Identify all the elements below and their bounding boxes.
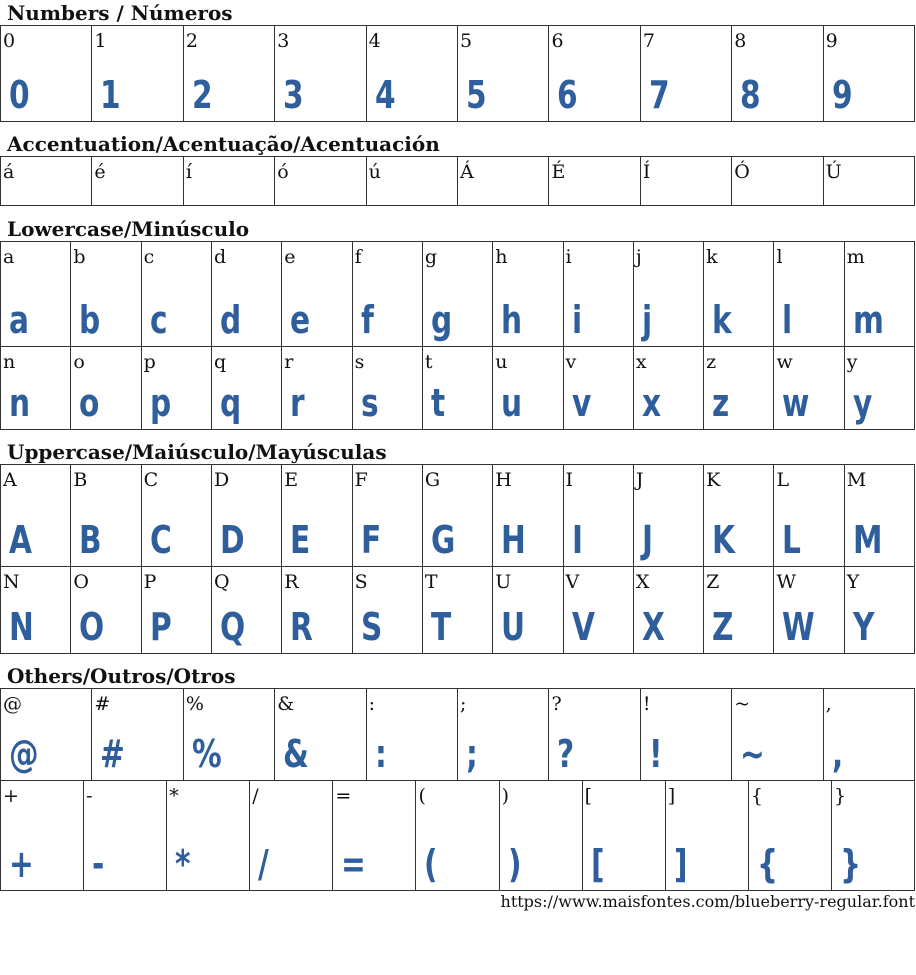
lowercase-grid-row-2 (0, 347, 915, 431)
glyph-label: , (825, 693, 832, 715)
glyph-sample: x (641, 381, 661, 425)
glyph-cell (582, 780, 666, 891)
glyph-sample: h (501, 298, 523, 342)
glyph-label: = (335, 785, 352, 807)
glyph-label: l (776, 246, 783, 268)
glyph-sample: E (290, 518, 311, 562)
glyph-cell (70, 566, 141, 654)
glyph-label: f (354, 246, 362, 268)
glyph-label: j (635, 246, 642, 268)
glyph-cell (211, 241, 282, 347)
glyph-cell (91, 25, 183, 122)
glyph-label: 4 (368, 30, 381, 52)
glyph-cell (823, 688, 915, 781)
glyph-sample: r (290, 381, 305, 425)
glyph-sample: T (430, 605, 452, 649)
glyph-label: L (776, 469, 790, 491)
glyph-cell (640, 25, 732, 122)
glyph-label: ú (368, 161, 381, 183)
glyph-label: 3 (277, 30, 290, 52)
glyph-sample: B (79, 518, 102, 562)
glyph-cell (773, 346, 844, 430)
glyph-cell (70, 241, 141, 347)
glyph-cell (422, 241, 493, 347)
glyph-label: a (3, 246, 15, 268)
glyph-label: b (73, 246, 86, 268)
glyph-sample: l (782, 298, 793, 342)
glyph-sample: R (290, 605, 314, 649)
glyph-sample: k (712, 298, 732, 342)
glyph-cell (492, 241, 563, 347)
glyph-label: t (424, 351, 433, 373)
glyph-label: A (3, 469, 17, 491)
glyph-cell (0, 241, 71, 347)
glyph-sample: w (782, 381, 810, 425)
glyph-sample: W (782, 605, 816, 649)
section-title-accents: Accentuation/Acentuação/Acentuación (7, 132, 440, 156)
glyph-sample: b (79, 298, 101, 342)
glyph-sample: 5 (466, 73, 487, 117)
glyph-label: y (846, 351, 858, 373)
glyph-label: W (776, 571, 796, 593)
glyph-label: Á (460, 161, 474, 183)
glyph-cell (640, 688, 732, 781)
glyph-sample: e (290, 298, 311, 342)
glyph-sample: c (149, 298, 168, 342)
glyph-cell (703, 464, 774, 567)
glyph-cell (366, 688, 458, 781)
glyph-label: F (354, 469, 368, 491)
glyph-cell (548, 156, 640, 206)
glyph-label: M (846, 469, 867, 491)
glyph-cell (548, 688, 640, 781)
glyph-cell (703, 346, 774, 430)
glyph-sample: [ (590, 842, 605, 886)
glyph-label: U (495, 571, 512, 593)
glyph-cell (211, 346, 282, 430)
glyph-cell (563, 464, 634, 567)
glyph-sample: @ (9, 732, 39, 776)
section-title-lowercase: Lowercase/Minúsculo (7, 217, 250, 241)
glyph-sample: 3 (283, 73, 304, 117)
glyph-sample: Z (712, 605, 734, 649)
glyph-cell (0, 688, 92, 781)
glyph-sample: L (782, 518, 802, 562)
glyph-cell (823, 156, 915, 206)
glyph-label: S (354, 571, 368, 593)
glyph-sample: a (9, 298, 30, 342)
glyph-sample: F (360, 518, 381, 562)
glyph-cell (773, 241, 844, 347)
glyph-sample: K (712, 518, 736, 562)
glyph-cell (492, 566, 563, 654)
glyph-cell (703, 566, 774, 654)
uppercase-grid-row-2 (0, 567, 915, 655)
glyph-label: B (73, 469, 88, 491)
glyph-sample: 0 (9, 73, 30, 117)
glyph-sample: * (175, 842, 191, 886)
glyph-label: G (424, 469, 441, 491)
glyph-sample: f (360, 298, 374, 342)
glyph-sample: 7 (648, 73, 670, 117)
glyph-cell (274, 156, 366, 206)
glyph-label: % (185, 693, 204, 715)
glyph-cell (548, 25, 640, 122)
glyph-label: E (284, 469, 299, 491)
glyph-cell (91, 156, 183, 206)
glyph-label: 5 (460, 30, 473, 52)
glyph-cell (141, 346, 212, 430)
glyph-label: e (284, 246, 296, 268)
glyph-cell (844, 566, 915, 654)
glyph-sample: p (149, 381, 171, 425)
glyph-label: R (284, 571, 299, 593)
glyph-label: Ó (734, 161, 750, 183)
glyph-sample: g (430, 298, 453, 342)
glyph-sample: { (756, 842, 778, 886)
glyph-sample: 6 (557, 73, 579, 117)
glyph-cell (563, 241, 634, 347)
glyph-cell (844, 241, 915, 347)
glyph-sample: ! (648, 732, 663, 776)
glyph-sample: % (191, 732, 222, 776)
glyph-label: É (551, 161, 566, 183)
glyph-label: * (169, 785, 179, 807)
glyph-sample: P (149, 605, 172, 649)
glyph-label: u (495, 351, 508, 373)
glyph-cell (249, 780, 333, 891)
glyph-cell (422, 566, 493, 654)
glyph-cell (141, 464, 212, 567)
glyph-label: ? (551, 693, 562, 715)
glyph-sample: u (501, 381, 523, 425)
glyph-label: + (3, 785, 19, 807)
glyph-label: ] (667, 785, 676, 807)
glyph-label: r (284, 351, 294, 373)
glyph-sample: + (9, 842, 34, 886)
glyph-cell (352, 346, 423, 430)
glyph-label: é (94, 161, 106, 183)
glyph-sample: z (712, 381, 730, 425)
glyph-sample: 2 (191, 73, 213, 117)
glyph-label: Í (642, 161, 651, 183)
glyph-label: Z (706, 571, 720, 593)
glyph-cell (748, 780, 832, 891)
glyph-cell (281, 566, 352, 654)
glyph-cell (0, 566, 71, 654)
glyph-cell (0, 464, 71, 567)
glyph-label: ( (418, 785, 426, 807)
glyph-sample: G (430, 518, 456, 562)
glyph-sample: 4 (374, 73, 396, 117)
glyph-label: N (3, 571, 20, 593)
glyph-label: : (368, 693, 376, 715)
glyph-sample: - (92, 842, 105, 886)
glyph-label: h (495, 246, 508, 268)
others-grid-row-2 (0, 781, 915, 892)
glyph-label: C (143, 469, 159, 491)
glyph-label: z (706, 351, 717, 373)
glyph-label: Y (846, 571, 860, 593)
glyph-sample: H (501, 518, 527, 562)
glyph-sample: 8 (740, 73, 761, 117)
glyph-sample: / (258, 842, 270, 886)
glyph-label: m (846, 246, 865, 268)
glyph-sample: y (852, 381, 873, 425)
glyph-label: i (565, 246, 572, 268)
glyph-cell (731, 156, 823, 206)
glyph-sample: : (374, 732, 387, 776)
glyph-label: Ú (825, 161, 842, 183)
glyph-cell (211, 464, 282, 567)
glyph-cell (499, 780, 583, 891)
glyph-cell (0, 346, 71, 430)
glyph-label: } (833, 785, 847, 807)
glyph-sample: N (9, 605, 34, 649)
glyph-cell (91, 688, 183, 781)
glyph-sample: J (641, 518, 653, 562)
glyph-label: V (565, 571, 580, 593)
glyph-label: # (94, 693, 111, 715)
glyph-cell (352, 241, 423, 347)
glyph-cell (141, 566, 212, 654)
glyph-cell (141, 241, 212, 347)
glyph-label: k (706, 246, 718, 268)
glyph-sample: 9 (831, 73, 853, 117)
glyph-cell (633, 464, 704, 567)
glyph-cell (70, 464, 141, 567)
glyph-cell (831, 780, 915, 891)
glyph-cell (274, 25, 366, 122)
glyph-cell (844, 464, 915, 567)
glyph-cell (352, 566, 423, 654)
glyph-label: H (495, 469, 512, 491)
glyph-sample: v (571, 381, 591, 425)
lowercase-grid-row-1 (0, 242, 915, 348)
glyph-sample: ) (507, 842, 522, 886)
numbers-grid (0, 26, 915, 123)
glyph-label: ; (460, 693, 467, 715)
glyph-label: d (213, 246, 227, 268)
glyph-label: q (213, 351, 227, 373)
glyph-sample: j (641, 298, 652, 342)
glyph-cell (0, 156, 92, 206)
glyph-label: & (277, 693, 295, 715)
glyph-label: v (565, 351, 577, 373)
glyph-label: ! (642, 693, 651, 715)
glyph-sample: ( (424, 842, 439, 886)
glyph-cell (703, 241, 774, 347)
glyph-cell (166, 780, 250, 891)
glyph-label: 2 (185, 30, 198, 52)
glyph-label: g (424, 246, 438, 268)
glyph-sample: # (100, 732, 126, 776)
uppercase-grid-row-1 (0, 465, 915, 568)
glyph-label: 8 (734, 30, 747, 52)
glyph-label: p (143, 351, 156, 373)
glyph-cell (281, 464, 352, 567)
glyph-label: c (143, 246, 155, 268)
glyph-sample: & (283, 732, 310, 776)
glyph-cell (281, 241, 352, 347)
glyph-cell (0, 780, 84, 891)
glyph-sample: i (571, 298, 582, 342)
glyph-sample: O (79, 605, 105, 649)
glyph-sample: D (219, 518, 245, 562)
glyph-sample: X (641, 605, 665, 649)
glyph-cell (640, 156, 732, 206)
glyph-cell (211, 566, 282, 654)
glyph-cell (633, 346, 704, 430)
glyph-sample: M (852, 518, 883, 562)
glyph-label: ó (277, 161, 289, 183)
glyph-cell (366, 156, 458, 206)
glyph-cell (563, 566, 634, 654)
glyph-sample: = (341, 842, 367, 886)
glyph-cell (773, 464, 844, 567)
glyph-cell (274, 688, 366, 781)
others-grid-row-1 (0, 689, 915, 782)
glyph-cell (492, 346, 563, 430)
glyph-sample: A (9, 518, 32, 562)
glyph-sample: U (501, 605, 526, 649)
glyph-sample: ; (466, 732, 478, 776)
glyph-label: ) (501, 785, 509, 807)
glyph-sample: V (571, 605, 595, 649)
glyph-sample: n (9, 381, 31, 425)
glyph-label: 6 (551, 30, 564, 52)
glyph-cell (366, 25, 458, 122)
glyph-sample: o (79, 381, 100, 425)
glyph-label: - (86, 785, 93, 807)
glyph-label: x (635, 351, 647, 373)
glyph-label: w (776, 351, 793, 373)
glyph-label: J (635, 469, 644, 491)
glyph-sample: C (149, 518, 172, 562)
section-title-uppercase: Uppercase/Maiúsculo/Mayúsculas (7, 440, 387, 464)
glyph-sample: ? (557, 732, 575, 776)
glyph-label: K (706, 469, 721, 491)
glyph-sample: q (219, 381, 242, 425)
glyph-cell (281, 346, 352, 430)
glyph-cell (415, 780, 499, 891)
glyph-sample: ] (673, 842, 688, 886)
glyph-sample: s (360, 381, 379, 425)
glyph-label: 0 (3, 30, 16, 52)
glyph-label: Q (213, 571, 230, 593)
glyph-cell (731, 688, 823, 781)
glyph-label: I (565, 469, 574, 491)
glyph-label: ~ (734, 693, 751, 715)
glyph-sample: Y (852, 605, 875, 649)
glyph-cell (633, 566, 704, 654)
glyph-cell (457, 25, 549, 122)
glyph-sample: S (360, 605, 382, 649)
accents-grid (0, 157, 915, 207)
glyph-cell (844, 346, 915, 430)
glyph-cell (457, 688, 549, 781)
glyph-cell (183, 156, 275, 206)
glyph-label: n (3, 351, 16, 373)
glyph-label: X (635, 571, 650, 593)
glyph-label: [ (584, 785, 593, 807)
glyph-label: á (3, 161, 15, 183)
glyph-cell (352, 464, 423, 567)
glyph-cell (665, 780, 749, 891)
glyph-label: s (354, 351, 365, 373)
glyph-sample: , (831, 732, 843, 776)
glyph-label: O (73, 571, 89, 593)
glyph-sample: Q (219, 605, 246, 649)
glyph-cell (0, 25, 92, 122)
source-url: https://www.maisfontes.com/blueberry-regular.font (500, 892, 915, 911)
glyph-sample: 1 (100, 73, 122, 117)
glyph-cell (457, 156, 549, 206)
glyph-label: o (73, 351, 85, 373)
glyph-cell (332, 780, 416, 891)
glyph-label: 1 (94, 30, 107, 52)
glyph-sample: m (852, 298, 884, 342)
glyph-label: / (252, 785, 259, 807)
glyph-sample: d (219, 298, 242, 342)
glyph-sample: I (571, 518, 583, 562)
glyph-label: @ (3, 693, 22, 715)
glyph-label: 7 (642, 30, 655, 52)
glyph-cell (183, 688, 275, 781)
glyph-label: T (424, 571, 438, 593)
glyph-cell (70, 346, 141, 430)
glyph-cell (422, 346, 493, 430)
glyph-cell (422, 464, 493, 567)
glyph-label: { (750, 785, 763, 807)
glyph-cell (823, 25, 915, 122)
glyph-cell (563, 346, 634, 430)
glyph-label: í (185, 161, 192, 183)
glyph-cell (183, 25, 275, 122)
glyph-cell (731, 25, 823, 122)
glyph-cell (773, 566, 844, 654)
section-title-numbers: Numbers / Números (7, 1, 233, 25)
section-title-others: Others/Outros/Otros (7, 664, 236, 688)
glyph-label: 9 (825, 30, 838, 52)
glyph-cell (83, 780, 167, 891)
glyph-sample: } (839, 842, 862, 886)
glyph-label: D (213, 469, 230, 491)
glyph-cell (492, 464, 563, 567)
glyph-sample: t (430, 381, 446, 425)
glyph-label: P (143, 571, 157, 593)
glyph-cell (633, 241, 704, 347)
glyph-sample: ~ (740, 732, 766, 776)
